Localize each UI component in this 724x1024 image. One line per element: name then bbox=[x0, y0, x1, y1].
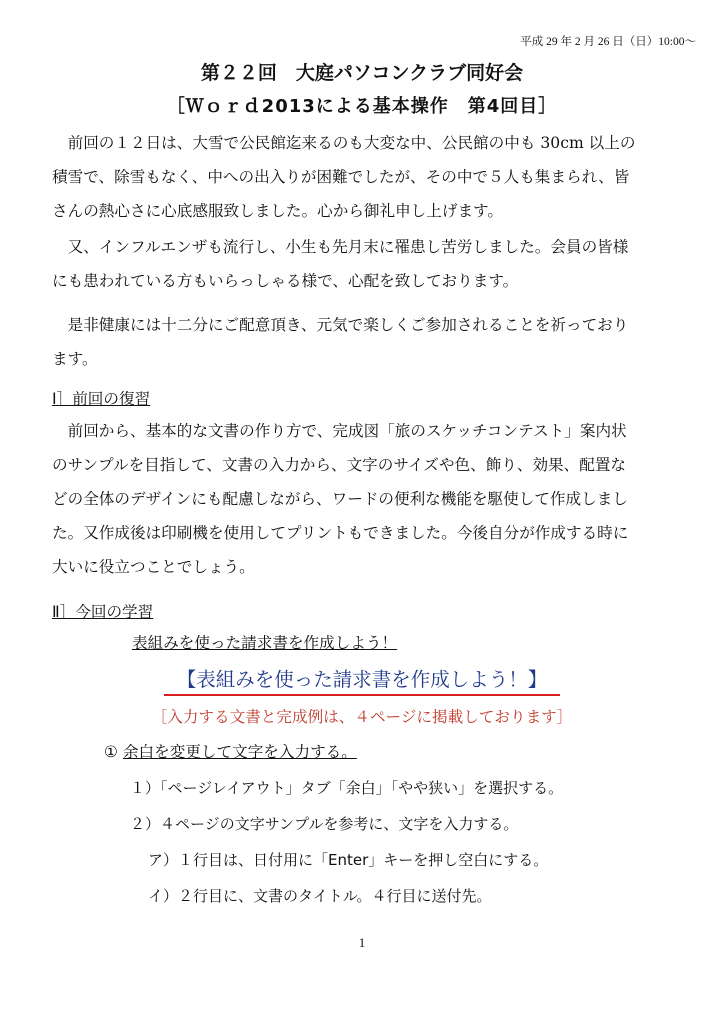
intro-paragraph-1 bbox=[52, 126, 672, 228]
step-number: ① bbox=[104, 743, 118, 761]
banner-underline bbox=[164, 694, 560, 696]
text-line: ます。 bbox=[52, 350, 98, 368]
document-subtitle: ［Ｗｏｒｄ2013による基本操作 第4回目］ bbox=[166, 96, 558, 117]
intro-paragraph-2 bbox=[52, 230, 672, 298]
text-line: 大いに役立つことでしょう。 bbox=[52, 558, 255, 576]
intro-paragraph-3 bbox=[52, 308, 672, 376]
lesson-note: ［入力する文書と完成例は、４ページに掲載しております］ bbox=[151, 708, 573, 726]
step-text: 余白を変更して文字を入力する。 bbox=[122, 743, 357, 761]
text-line: さんの熱心さに心底感服致しました。心から御礼申し上げます。 bbox=[52, 202, 503, 220]
list-item: １）「ページレイアウト」タブ「余白」「やや狭い」を選択する。 bbox=[130, 779, 564, 797]
text-line: 又、インフルエンザも流行し、小生も先月末に罹患し苦労しました。会員の皆様 bbox=[52, 238, 629, 256]
section-heading-review: Ⅰ］前回の復習 bbox=[52, 390, 151, 408]
list-item: イ）２行目に、文書のタイトル。４行目に送付先。 bbox=[148, 887, 492, 905]
document-date: 平成 29 年 2 月 26 日（日）10:00～ bbox=[520, 36, 696, 48]
text-line: 積雪で、除雪もなく、中への出入りが困難でしたが、その中で５人も集まられ、皆 bbox=[52, 168, 630, 186]
section-heading-lesson: Ⅱ］今回の学習 bbox=[52, 603, 154, 621]
text-line: 前回の１２日は、大雪で公民館迄来るのも大変な中、公民館の中も 30cm 以上の bbox=[52, 134, 636, 152]
text-line: にも患われている方もいらっしゃる様で、心配を致しております。 bbox=[52, 272, 519, 290]
lesson-underlined-title: 表組みを使った請求書を作成しよう！ bbox=[132, 634, 398, 652]
page-number: 1 bbox=[358, 935, 366, 950]
list-item: ア）１行目は、日付用に「Enter」キーを押し空白にする。 bbox=[148, 851, 549, 869]
step-1 bbox=[104, 740, 357, 762]
text-line: た。又作成後は印刷機を使用してプリントもできました。今後自分が作成する時に bbox=[52, 524, 629, 542]
list-item: ２）４ページの文字サンプルを参考に、文字を入力する。 bbox=[130, 815, 519, 833]
text-line: どの全体のデザインにも配慮しながら、ワードの便利な機能を駆使して作成しまし bbox=[52, 490, 628, 508]
text-line: 是非健康には十二分にご配意頂き、元気で楽しくご参加されることを祈っており bbox=[52, 316, 629, 334]
lesson-banner-title: 【表組みを使った請求書を作成しよう！】 bbox=[176, 668, 548, 691]
text-line: 前回から、基本的な文書の作り方で、完成図「旅のスケッチコンテスト」案内状 bbox=[52, 422, 627, 440]
document-title: 第２２回 大庭パソコンクラブ同好会 bbox=[200, 62, 524, 84]
text-line: のサンプルを目指して、文書の入力から、文字のサイズや色、飾り、効果、配置な bbox=[52, 456, 627, 474]
review-paragraph bbox=[52, 414, 672, 584]
